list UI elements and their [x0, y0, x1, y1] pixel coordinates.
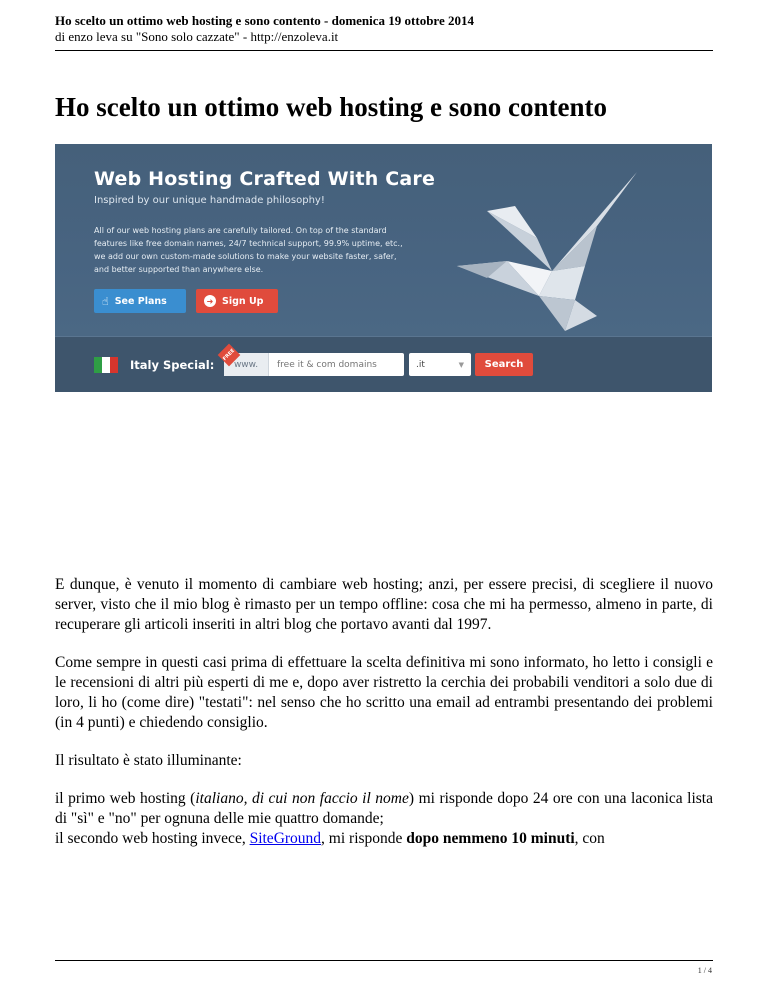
domain-search-button[interactable]: Search [475, 353, 533, 376]
siteground-link[interactable]: SiteGround [249, 830, 322, 847]
page-number: 1 / 4 [697, 966, 712, 975]
see-plans-button[interactable] [94, 289, 186, 313]
header-byline: di enzo leva su "Sono solo cazzate" - http://enzoleva.it [55, 29, 339, 44]
domain-search-field[interactable] [224, 353, 404, 376]
p4-text-e: , con [574, 830, 605, 847]
tld-select[interactable] [409, 353, 471, 376]
p4-text-c: il secondo web hosting invece, [55, 830, 250, 847]
banner-tagline: Inspired by our unique handmade philosophy! [94, 195, 325, 206]
p4-text-d: , mi risponde [321, 830, 407, 847]
p4-text-a: il primo web hosting ( [55, 790, 196, 807]
free-badge: FREE [218, 344, 241, 367]
paragraph-1: E dunque, è venuto il momento di cambiare web hosting; anzi, per essere precisi, di scegliere il nuovo server, visto che il mio blog è rimasto per un tempo offline: cosa che mi ha permesso, almeno in parte, di recuperare gli articoli inseriti in altri blog che portavo avanti dal 1997. [55, 576, 713, 633]
origami-bird-icon [447, 166, 647, 334]
paragraph-4 [55, 789, 713, 849]
header-title: Ho scelto un ottimo web hosting e sono contento - domenica 19 ottobre 2014 [55, 13, 474, 28]
banner-hero [55, 144, 712, 336]
article-title: Ho scelto un ottimo web hosting e sono contento [55, 92, 607, 122]
p4-bold: dopo nemmeno 10 minuti [406, 830, 575, 847]
italy-flag-icon [94, 357, 118, 373]
italy-special-label: Italy Special: [130, 358, 215, 372]
paragraph-3: Il risultato è stato illuminante: [55, 752, 242, 769]
sign-up-button[interactable] [196, 289, 278, 313]
sign-up-label: Sign Up [222, 295, 264, 307]
header-divider [55, 50, 713, 51]
footer-divider [55, 960, 713, 961]
tld-value: .it [416, 359, 425, 370]
arrow-circle-icon: ➜ [204, 295, 216, 307]
banner-headline: Web Hosting Crafted With Care [94, 168, 436, 190]
p4-text-b: ) mi risponde dopo 24 ore con una laconica lista di "sì" e "no" per ognuna delle mie quattro domande; [55, 790, 713, 827]
banner-copy: All of our web hosting plans are carefully tailored. On top of the standard features like free domain names, 24/7 technical support, 99.9% uptime, etc., we add our own custom-made solutions to make your website faster, safer, and better supported than anywhere else. [94, 226, 403, 274]
chevron-down-icon: ▼ [458, 360, 464, 369]
article-body [55, 575, 713, 849]
domain-input[interactable] [269, 359, 399, 371]
see-plans-label: See Plans [114, 295, 167, 307]
paragraph-2: Come sempre in questi casi prima di effettuare la scelta definitiva mi sono informato, ho letto i consigli e le recensioni di altri più esperti di me e, dopo aver ristretto la cerchia dei probabili venditori a solo due di loro, li ho (come dire) "testati": nel senso che ho scritto una email ad entrambi presentando dei problemi (in 4 punti) e chiedendo consiglio. [55, 654, 713, 731]
hosting-banner-image [55, 144, 712, 392]
p4-italic: italiano, di cui non faccio il nome [195, 790, 409, 807]
page-header [55, 12, 713, 45]
www-prefix: www. [224, 353, 269, 376]
thumbs-up-icon: ☝ [102, 294, 109, 308]
